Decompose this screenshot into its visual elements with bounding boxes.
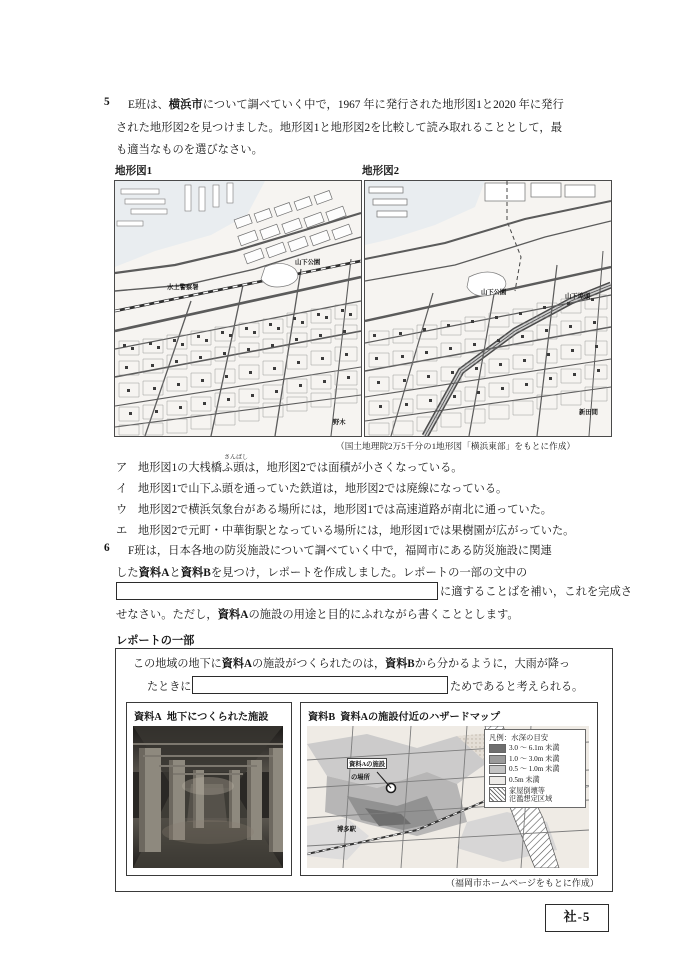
choice-b-text: 地形図1で山下ふ頭を通っていた鉄道は，地形図2では廃線になっている。 xyxy=(138,483,508,495)
answer-blank-inline[interactable] xyxy=(116,582,438,600)
map2-callout-2: 新田間 xyxy=(579,409,598,416)
question-6-number: 6 xyxy=(104,542,110,554)
legend-swatch-2 xyxy=(489,765,506,774)
map1-drawing xyxy=(115,181,361,436)
q6-line4 xyxy=(116,606,628,624)
legend-swatch-hatch xyxy=(489,787,506,802)
q5-line1-b: 横浜市 xyxy=(168,99,203,111)
report-line-2-a: たときに xyxy=(147,681,192,693)
page-tag: 社-5 xyxy=(545,904,609,932)
choice-c-text: 地形図2で横浜気象台がある場所には，地形図1では高速道路が南北に通っていた。 xyxy=(138,504,552,516)
hazard-callout-facility: 資料Aの施設 xyxy=(347,758,387,769)
report-l1-e: から分かるように，大雨が降っ xyxy=(414,658,571,670)
q6-line2-c: と xyxy=(169,567,181,579)
q5-line1-c: について調べていく中で，1967 年に発行された地形図1と2020 年に発行 xyxy=(202,99,564,111)
report-l1-b: 資料A xyxy=(221,658,252,670)
report-l1-d: 資料B xyxy=(385,658,415,670)
legend-hatch-labels xyxy=(509,787,552,804)
choice-d[interactable] xyxy=(116,522,574,538)
choice-d-mark: エ xyxy=(116,525,128,537)
q6-line4-b: 資料A xyxy=(217,609,249,621)
choice-c[interactable] xyxy=(116,501,552,517)
map2-callout-1: 山下埠頭 xyxy=(565,293,591,300)
legend-label-1: 1.0 ～ 3.0m 未満 xyxy=(509,754,560,763)
q6-line2-d: 資料B xyxy=(180,567,211,579)
figure-a-caption xyxy=(134,708,269,723)
choice-d-text: 地形図2で元町・中華街駅となっている場所には，地形図1では果樹園が広がっていた。 xyxy=(138,525,575,537)
figure-b-caption-text: 資料Aの施設付近のハザードマップ xyxy=(340,712,501,723)
legend-hatch-label-2: 氾濫想定区域 xyxy=(509,795,553,804)
legend-row-hatch xyxy=(489,787,581,804)
figure-b-caption-label: 資料B xyxy=(308,712,336,723)
report-title: レポートの一部 xyxy=(116,635,195,647)
question-5-number: 5 xyxy=(104,96,110,108)
legend-row-2 xyxy=(489,765,581,774)
choice-a[interactable] xyxy=(116,459,462,475)
q5-line3: も適当なものを選びなさい。 xyxy=(116,144,263,156)
hazard-legend xyxy=(484,729,586,808)
legend-row-1 xyxy=(489,755,581,764)
legend-row-3 xyxy=(489,776,581,785)
map2-drawing xyxy=(365,181,611,436)
underground-facility-photo xyxy=(133,726,283,868)
q6-line4-c: の施設の用途と目的にふれながら書くこととします。 xyxy=(248,609,519,621)
legend-hatch-label-1: 家屋倒壊等 xyxy=(509,786,545,795)
report-line-2-b: ためであると考えられる。 xyxy=(450,681,584,693)
legend-label-3: 0.5m 未満 xyxy=(509,775,540,784)
legend-label-2: 0.5 ～ 1.0m 未満 xyxy=(509,765,560,774)
figure-b-caption xyxy=(308,708,500,723)
legend-swatch-3 xyxy=(489,776,506,785)
q6-line2-b: 資料A xyxy=(138,567,170,579)
map2-callout-0: 山下公園 xyxy=(481,289,507,296)
report-l1-c: の施設がつくられたのは， xyxy=(251,658,386,670)
q6-line1: F班は，日本各地の防災施設について調べていく中で，福岡市にある防災施設に関連 xyxy=(128,545,552,557)
q5-line2: された地形図2を見つけました。地形図1と地形図2を比較して読み取れることとして，最 xyxy=(116,122,563,134)
report-l1-a: この地域の地下に xyxy=(133,658,222,670)
map1-label: 地形図1 xyxy=(115,166,153,177)
choice-b-mark: イ xyxy=(116,483,128,495)
photo-drawing xyxy=(133,726,283,868)
legend-row-0 xyxy=(489,744,581,753)
hazard-callout-station: 博多駅 xyxy=(337,826,356,833)
map1-callout-0: 山下公園 xyxy=(295,259,321,266)
choice-c-mark: ウ xyxy=(116,504,128,516)
legend-swatch-1 xyxy=(489,755,506,764)
choice-a-mark: ア xyxy=(116,462,128,474)
q6-line2 xyxy=(116,564,628,582)
choice-a-ruby: さんばし xyxy=(224,455,249,461)
q5-line1-a: E班は、 xyxy=(128,99,169,111)
map1-callout-1: 水上警察署 xyxy=(167,284,199,291)
q6-line2-a: した xyxy=(116,567,139,579)
figure-a-caption-label: 資料A xyxy=(134,712,162,723)
hazard-callout-facility-sub: の場所 xyxy=(351,774,370,781)
hazard-map xyxy=(307,726,589,868)
question-5-stem xyxy=(128,96,628,114)
q6-line4-a: せなさい。ただし， xyxy=(116,609,218,621)
q6-line3: に適することばを補い，これを完成さ xyxy=(440,586,633,598)
topographic-map-1 xyxy=(114,180,362,437)
map-credit: （国土地理院2万5千分の1地形図「横浜東部」をもとに作成） xyxy=(336,441,576,451)
map1-callout-2: 野木 xyxy=(333,419,346,426)
q6-line2-e: を見つけ，レポートを作成しました。レポートの一部の文中の xyxy=(210,567,528,579)
map2-label: 地形図2 xyxy=(362,166,400,177)
hazard-credit: （福岡市ホームページをもとに作成） xyxy=(446,878,599,888)
legend-swatch-0 xyxy=(489,744,506,753)
choice-b[interactable] xyxy=(116,480,507,496)
legend-title: 凡例：水深の目安 xyxy=(489,733,549,742)
report-answer-blank[interactable] xyxy=(192,676,448,694)
choice-a-text: 地形図1の大桟橋ふ頭は，地形図2では面積が小さくなっている。 xyxy=(138,462,463,474)
legend-label-0: 3.0 ～ 6.1m 未満 xyxy=(509,744,560,753)
figure-a-caption-text: 地下につくられた施設 xyxy=(166,712,269,723)
topographic-map-2 xyxy=(364,180,612,437)
report-line-1 xyxy=(133,655,603,674)
